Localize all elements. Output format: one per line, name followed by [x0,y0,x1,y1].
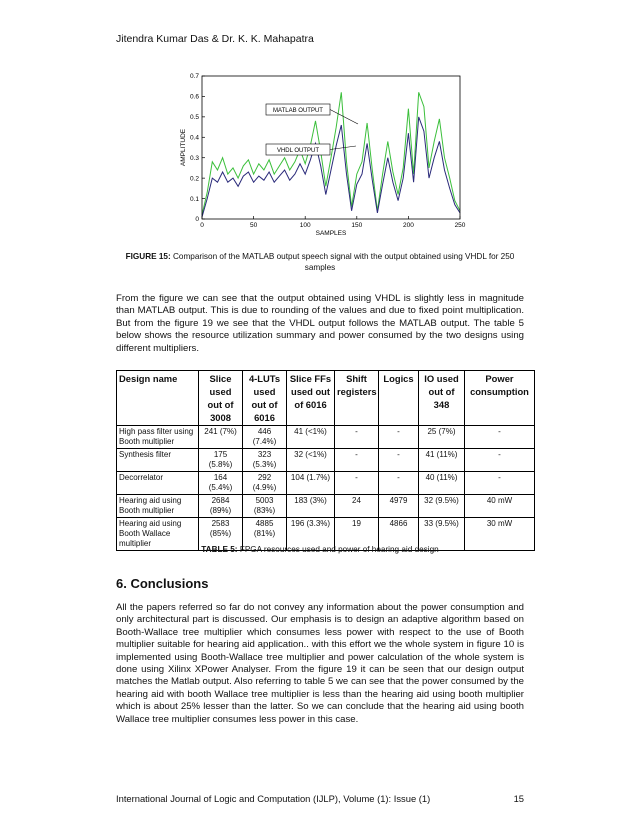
table-cell: Decorrelator [117,472,199,495]
y-tick-label: 0.2 [189,175,199,183]
y-tick-label: 0.5 [189,114,199,122]
col-header: Slice used out of 3008 [199,371,243,426]
table-row [117,449,535,472]
table-cell: - [379,426,419,449]
table-cell: Synthesis filter [117,449,199,472]
matlab-annotation-text: MATLAB OUTPUT [273,108,323,114]
table-cell: 196 (3.3%) [287,518,335,551]
table-cell: 164 (5.4%) [199,472,243,495]
table-cell: - [465,449,535,472]
table-cell: 19 [335,518,379,551]
running-header: Jitendra Kumar Das & Dr. K. K. Mahapatra [116,33,314,45]
table-cell: 2583 (85%) [199,518,243,551]
table-cell: - [379,472,419,495]
table-cell: - [465,472,535,495]
x-tick-label: 100 [299,222,311,229]
x-tick-label: 150 [351,222,363,229]
table-cell: 41 (11%) [419,449,465,472]
y-tick-label: 0 [195,216,199,224]
table-cell: 104 (1.7%) [287,472,335,495]
table-row [117,472,535,495]
table-cell: 446 (7.4%) [243,426,287,449]
col-header: Shift registers [335,371,379,426]
table-cell: - [335,449,379,472]
table-caption-text: FPGA resources used and power of hearing aid design [239,545,439,554]
x-tick-label: 50 [249,222,258,229]
table-header-row [117,371,535,426]
figure-15 [170,68,470,240]
page-number: 15 [513,793,524,804]
x-tick-label: 0 [200,222,204,229]
section-heading: 6. Conclusions [116,576,209,591]
vhdl-annotation-text: VHDL OUTPUT [276,148,320,154]
table-cell: - [465,426,535,449]
figure-caption-label: FIGURE 15: [125,252,171,261]
table-cell: 4885 (81%) [243,518,287,551]
figure-caption-text: Comparison of the MATLAB output speech signal with the output obtained using VHDL for 250 samples [172,252,515,272]
table-cell: - [335,426,379,449]
x-axis-label: SAMPLES [315,230,347,237]
y-axis-label: AMPLITUDE [180,128,187,167]
col-header: Design name [117,371,199,426]
table-cell: 32 (9.5%) [419,495,465,518]
y-tick-label: 0.4 [189,134,199,142]
table-cell: 24 [335,495,379,518]
table-cell: 183 (3%) [287,495,335,518]
table-cell: 175 (5.8%) [199,449,243,472]
table-cell: 4866 [379,518,419,551]
y-tick-label: 0.1 [189,195,199,203]
table-caption-label: TABLE 5: [201,545,238,554]
table-cell: 30 mW [465,518,535,551]
col-header: Slice FFs used out of 6016 [287,371,335,426]
table-cell: 2684 (89%) [199,495,243,518]
y-tick-label: 0.7 [189,73,199,81]
plot-frame [202,76,460,219]
table-cell: High pass filter using Booth multiplier [117,426,199,449]
figure-caption [116,251,524,273]
footer-journal: International Journal of Logic and Computation (IJLP), Volume (1): Issue (1) [116,793,431,804]
col-header: 4-LUTs used out of 6016 [243,371,287,426]
table-cell: - [379,449,419,472]
page-footer [116,793,524,804]
table-cell: 40 (11%) [419,472,465,495]
table-cell: - [335,472,379,495]
table-cell: 4979 [379,495,419,518]
col-header: IO used out of 348 [419,371,465,426]
y-tick-label: 0.6 [189,93,199,101]
resource-table [116,370,535,551]
amplitude-chart [170,68,470,240]
vhdl-annotation-arrow [330,146,356,150]
table-cell: 33 (9.5%) [419,518,465,551]
table-row [117,495,535,518]
col-header: Logics [379,371,419,426]
paragraph-results: From the figure we can see that the output obtained using VHDL is slightly less in magnitude than MATLAB output. This is due to rounding of the values and due to fixed point multiplication. But from the figure 19 we see that the VHDL output follows the MATLAB output. The table 5 below shows the resource utilization summary and power consumed by the two designs using different multipliers. [116,293,524,354]
table-cell: 292 (4.9%) [243,472,287,495]
table-caption [116,545,524,554]
table-cell: 5003 (83%) [243,495,287,518]
x-tick-label: 200 [402,222,414,229]
paragraph-conclusions: All the papers referred so far do not convey any information about the power consumption and only architectural part is discussed. Our emphasis is to design an adaptive algorithm based on Booth-Wallace tree multiplier which consumes less power with respect to the use of Booth multiplier suitable for hearing aid application.. with this effort we the whole system in figure 10 is implemented using Booth-Wallace tree multiplier and power calculation of the whole system is done using Xilinx XPower Analyser. From the figure 19 it can be seen that our design output matches the Matlab output. Also referring to table 5 we can see that the power consumed by the hearing aid with booth Wallace tree multiplier is less than the hearing aid using booth multiplier which is about 25% lesser than the latter. So we can conclude that the hearing aid using booth Wallace tree multiplier consumes less power in this case. [116,602,524,725]
table-row [117,426,535,449]
table-cell: 323 (5.3%) [243,449,287,472]
x-tick-label: 250 [454,222,466,229]
table-cell: Hearing aid using Booth Wallace multiplier [117,518,199,551]
matlab-output-line [202,92,460,215]
table-cell: Hearing aid using Booth multiplier [117,495,199,518]
table-cell: 40 mW [465,495,535,518]
table-cell: 25 (7%) [419,426,465,449]
vhdl-output-line [202,117,460,217]
table-cell: 241 (7%) [199,426,243,449]
col-header: Power consumption [465,371,535,426]
table-cell: 41 (<1%) [287,426,335,449]
y-tick-label: 0.3 [189,154,199,162]
table-cell: 32 (<1%) [287,449,335,472]
